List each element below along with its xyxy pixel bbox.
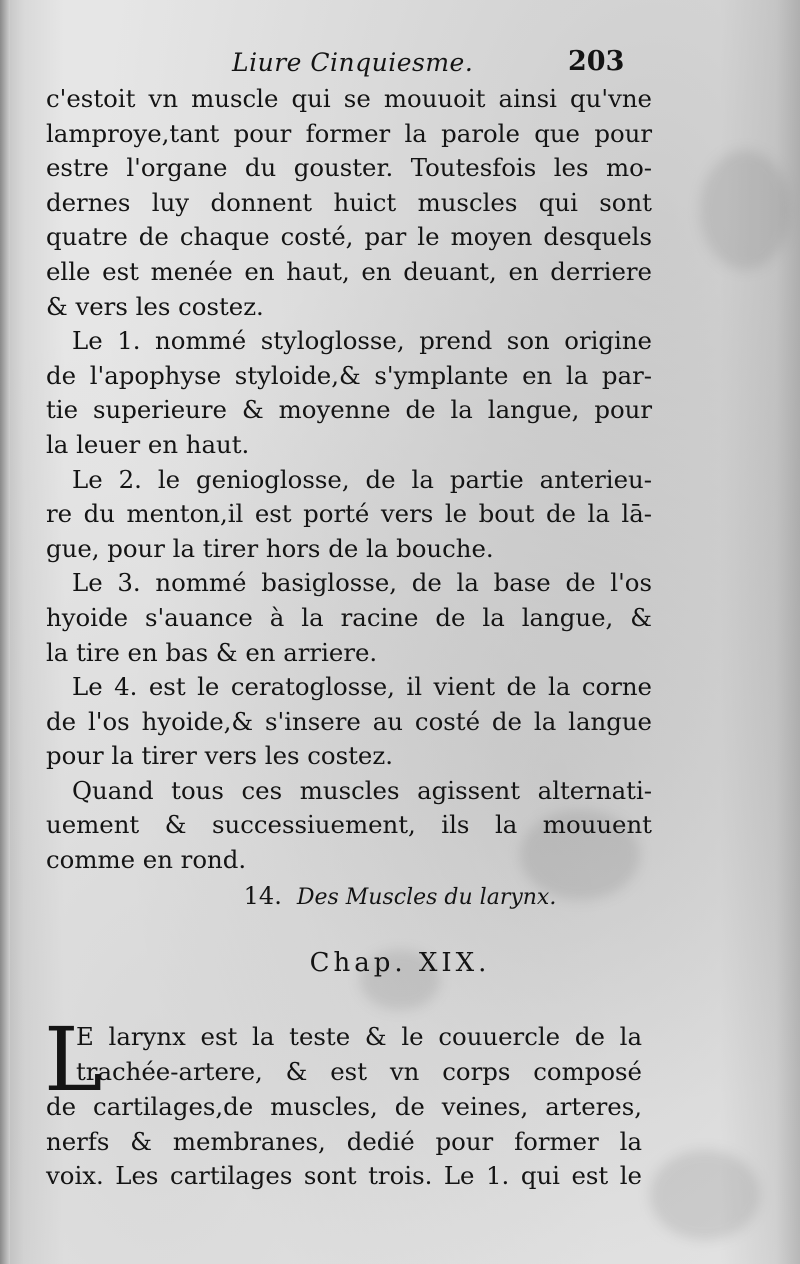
chapter-opening: [76, 1020, 642, 1089]
text-line: comme en rond.: [46, 845, 247, 875]
text-line: de l'os hyoide,& s'insere au costé de la langue: [46, 706, 652, 736]
text-line: gue, pour la tirer hors de la bouche.: [46, 533, 494, 563]
drop-cap: L: [44, 1008, 103, 1111]
text-line: Le 1. nommé styloglosse, prend son origine: [72, 326, 652, 356]
text-line: Le 3. nommé basiglosse, de la base de l'os: [72, 568, 652, 598]
page-number: 203: [568, 46, 625, 77]
text-line: la tire en bas & en arriere.: [46, 637, 378, 667]
text-line: la leuer en haut.: [46, 429, 250, 459]
chapter-line: de cartilages,de muscles, de veines, arteres,: [46, 1092, 642, 1121]
chapter-heading: Chap. XIX.: [309, 948, 491, 978]
text-line: re du menton,il est porté vers le bout de la lā-: [46, 499, 652, 529]
text-line: & vers les costez.: [46, 291, 264, 321]
text-line: Le 4. est le ceratoglosse, il vient de la corne: [72, 672, 652, 702]
text-line: Le 2. le genioglosse, de la partie anterieu-: [72, 464, 652, 494]
paper-stain: [650, 1150, 760, 1240]
text-line: estre l'organe du gouster. Toutesfois les mo-: [46, 153, 652, 183]
text-line: pour la tirer vers les costez.: [46, 741, 393, 771]
chapter-text: [46, 1090, 642, 1194]
section-title: Des Muscles du larynx.: [296, 885, 557, 910]
chapter-line: voix. Les cartilages sont trois. Le 1. qui est le: [46, 1161, 642, 1191]
running-title: Liure Cinquiesme.: [232, 48, 474, 77]
text-line: uement & successiuement, ils la mouuent: [46, 810, 652, 840]
page-binding-edge: [0, 0, 10, 1264]
section-heading: [0, 882, 800, 910]
section-number: 14.: [243, 882, 282, 910]
text-line: dernes luy donnent huict muscles qui sont: [46, 187, 652, 217]
text-line: elle est menée en haut, en deuant, en derriere: [46, 256, 652, 286]
text-line: c'estoit vn muscle qui se mouuoit ainsi qu'vne: [46, 84, 652, 113]
text-line: de l'apophyse styloide,& s'ymplante en la par-: [46, 360, 652, 390]
text-line: hyoide s'auance à la racine de la langue, &: [46, 602, 652, 632]
chapter-line: trachée-artere, & est vn corps composé: [76, 1056, 642, 1086]
text-line: lamproye,tant pour former la parole que pour: [46, 118, 652, 148]
chapter-line: E larynx est la teste & le couuercle de la: [76, 1022, 642, 1051]
paper-stain: [700, 150, 790, 270]
text-line: quatre de chaque costé, par le moyen desquels: [46, 222, 652, 252]
body-text: [46, 82, 652, 878]
chapter-line: nerfs & membranes, dedié pour former la: [46, 1126, 642, 1156]
text-line: Quand tous ces muscles agissent alternati-: [72, 775, 652, 805]
text-line: tie superieure & moyenne de la langue, pour: [46, 395, 652, 425]
